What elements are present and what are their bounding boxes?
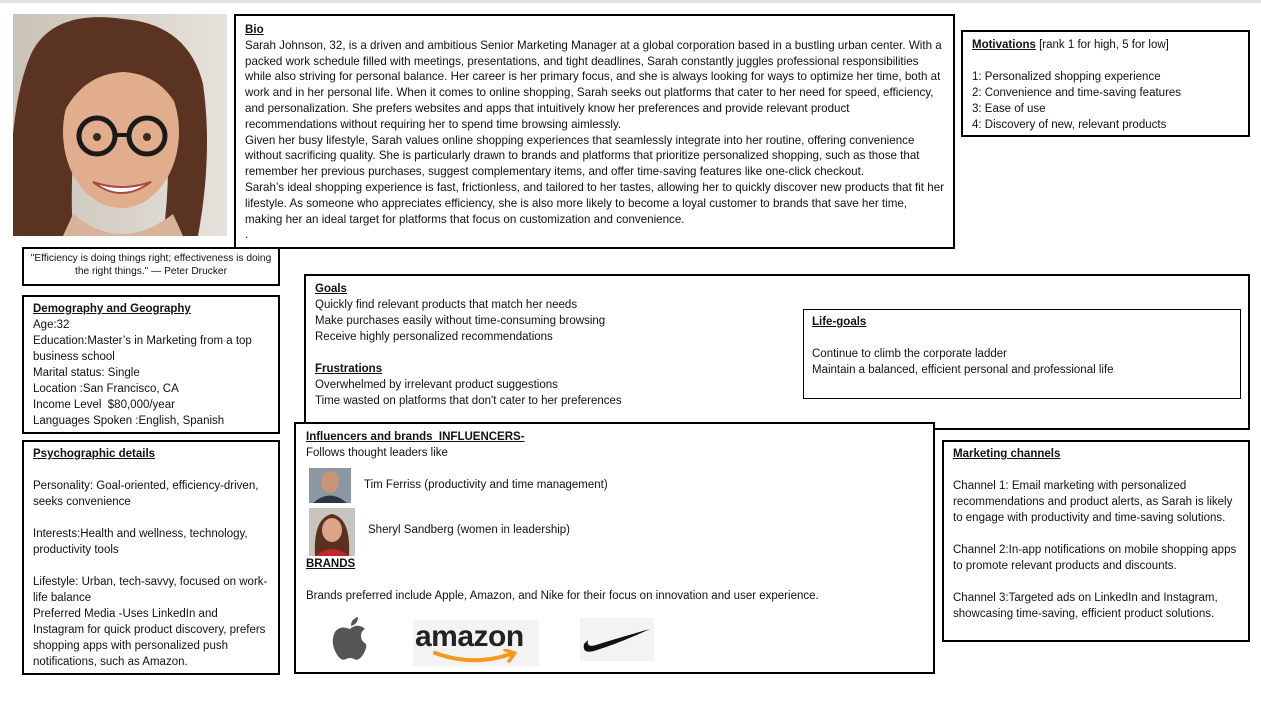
persona-photo [13,14,227,236]
frustration-item: Overwhelmed by irrelevant product suggestions [315,379,558,391]
avatar-sheryl-sandberg [309,508,355,556]
avatar-tim-ferriss [309,468,351,503]
nike-swoosh-icon [580,618,654,661]
frustrations-heading: Frustrations [315,363,383,375]
bio-paragraph-3: Sarah’s ideal shopping experience is fast, frictionless, and tailored to her tastes, allowing her to quickly discover new products that fit her lifestyle. As someone who appreciates efficiency, she is also more likely to become a loyal customer to brands that save her time, making her an ideal target for platforms that focus on customization and convenience. [245,180,945,226]
influencer-tim-ferriss: Tim Ferriss (productivity and time management) [364,479,608,491]
goal-item: Make purchases easily without time-consuming browsing [315,315,606,327]
apple-logo [330,616,370,662]
demography-languages: Languages Spoken :English, Spanish [33,415,225,427]
motivation-item: 1: Personalized shopping experience [972,71,1161,83]
demography-heading: Demography and Geography [33,303,191,315]
psychographic-media: Preferred Media -Uses LinkedIn and Instagram for quick product discovery, prefers shopping apps with personalized push notifications, such as Amazon. [33,608,266,668]
lifegoal-item: Maintain a balanced, efficient personal and professional life [812,364,1114,376]
apple-icon [330,616,370,662]
persona-portrait [13,14,227,236]
motivation-item: 2: Convenience and time-saving features [972,87,1182,99]
motivation-item: 3: Ease of use [972,103,1046,115]
brands-text: Brands preferred include Apple, Amazon, and Nike for their focus on innovation and user experience. [306,590,819,602]
marketing-panel [942,440,1250,642]
lifegoals-heading: Life-goals [812,316,867,328]
demography-education: Education:Master’s in Marketing from a top business school [33,335,252,363]
person-photo-icon [309,508,355,556]
lifegoal-item: Continue to climb the corporate ladder [812,348,1007,360]
motivations-panel [961,30,1250,137]
demography-income: Income Level $80,000/year [33,399,175,411]
psychographic-interests: Interests:Health and wellness, technology, productivity tools [33,528,248,556]
demography-location: Location :San Francisco, CA [33,383,179,395]
lifegoals-panel [803,309,1241,399]
marketing-channel-2: Channel 2:In-app notifications on mobile shopping apps to promote relevant products and discounts. [953,544,1237,572]
top-divider [0,0,1261,3]
psychographic-panel [22,440,280,675]
psychographic-lifestyle: Lifestyle: Urban, tech-savvy, focused on work-life balance [33,576,268,604]
marketing-channel-3: Channel 3:Targeted ads on LinkedIn and Instagram, showcasing time-saving, efficient product solutions. [953,592,1218,620]
influencer-sheryl-sandberg: Sheryl Sandberg (women in leadership) [368,524,570,536]
bio-paragraph-2: Given her busy lifestyle, Sarah values online shopping experiences that seamlessly integrate into her routine, offering convenience without sacrificing quality. She is particularly drawn to brands and platforms that prioritize personalized shopping, such as those that remember her previous purchases, suggest complementary items, and offer time-saving features like one-click checkout. [245,133,920,179]
psychographic-heading: Psychographic details [33,448,156,460]
influencers-intro: Follows thought leaders like [306,447,448,459]
motivation-item: 4: Discovery of new, relevant products [972,119,1167,131]
amazon-wordmark: amazon [415,620,524,653]
bio-panel [234,14,955,249]
bio-heading: Bio [245,23,264,36]
quote-text: "Efficiency is doing things right; effectiveness is doing the right things." — Peter Drucker [30,253,272,277]
amazon-logo [413,620,539,666]
marketing-heading: Marketing channels [953,448,1061,460]
goal-item: Quickly find relevant products that match her needs [315,299,578,311]
demography-age: Age:32 [33,319,70,331]
influencers-heading: Influencers and brands INFLUENCERS- [306,431,525,443]
demography-marital: Marital status: Single [33,367,140,379]
goal-item: Receive highly personalized recommendations [315,331,553,343]
motivations-heading: Motivations [972,39,1036,51]
frustration-item: Time wasted on platforms that don't cater to her preferences [315,395,622,407]
psychographic-personality: Personality: Goal-oriented, efficiency-driven, seeks convenience [33,480,259,508]
brands-heading: BRANDS [306,558,356,570]
quote-box [22,247,280,286]
goals-heading: Goals [315,283,347,295]
bio-paragraph-1: Sarah Johnson, 32, is a driven and ambitious Senior Marketing Manager at a global corporation based in a bustling urban center. With a packed work schedule filled with meetings, presentations, and tight deadlines, Sarah constantly juggles professional responsibilities while also striving for personal balance. Her career is her primary focus, and she is always looking for ways to optimize her time, both at work and in her personal life. When it comes to online shopping, Sarah seeks out platforms that cater to her need for speed, efficiency, and personalization. She prefers websites and apps that intuitively know her preferences and provide relevant product recommendations without requiring her to spend time browsing aimlessly. [245,38,942,131]
amazon-smile-icon [433,649,519,665]
motivations-note: [rank 1 for high, 5 for low] [1039,39,1169,51]
marketing-channel-1: Channel 1: Email marketing with personalized recommendations and product alerts, as Sarah is likely to engage with productivity and time-saving solutions. [953,480,1233,524]
nike-logo [580,618,654,661]
bio-trailing: . [245,228,249,242]
demography-panel [22,295,280,434]
person-photo-icon [309,468,351,503]
influencers-panel [294,422,935,674]
